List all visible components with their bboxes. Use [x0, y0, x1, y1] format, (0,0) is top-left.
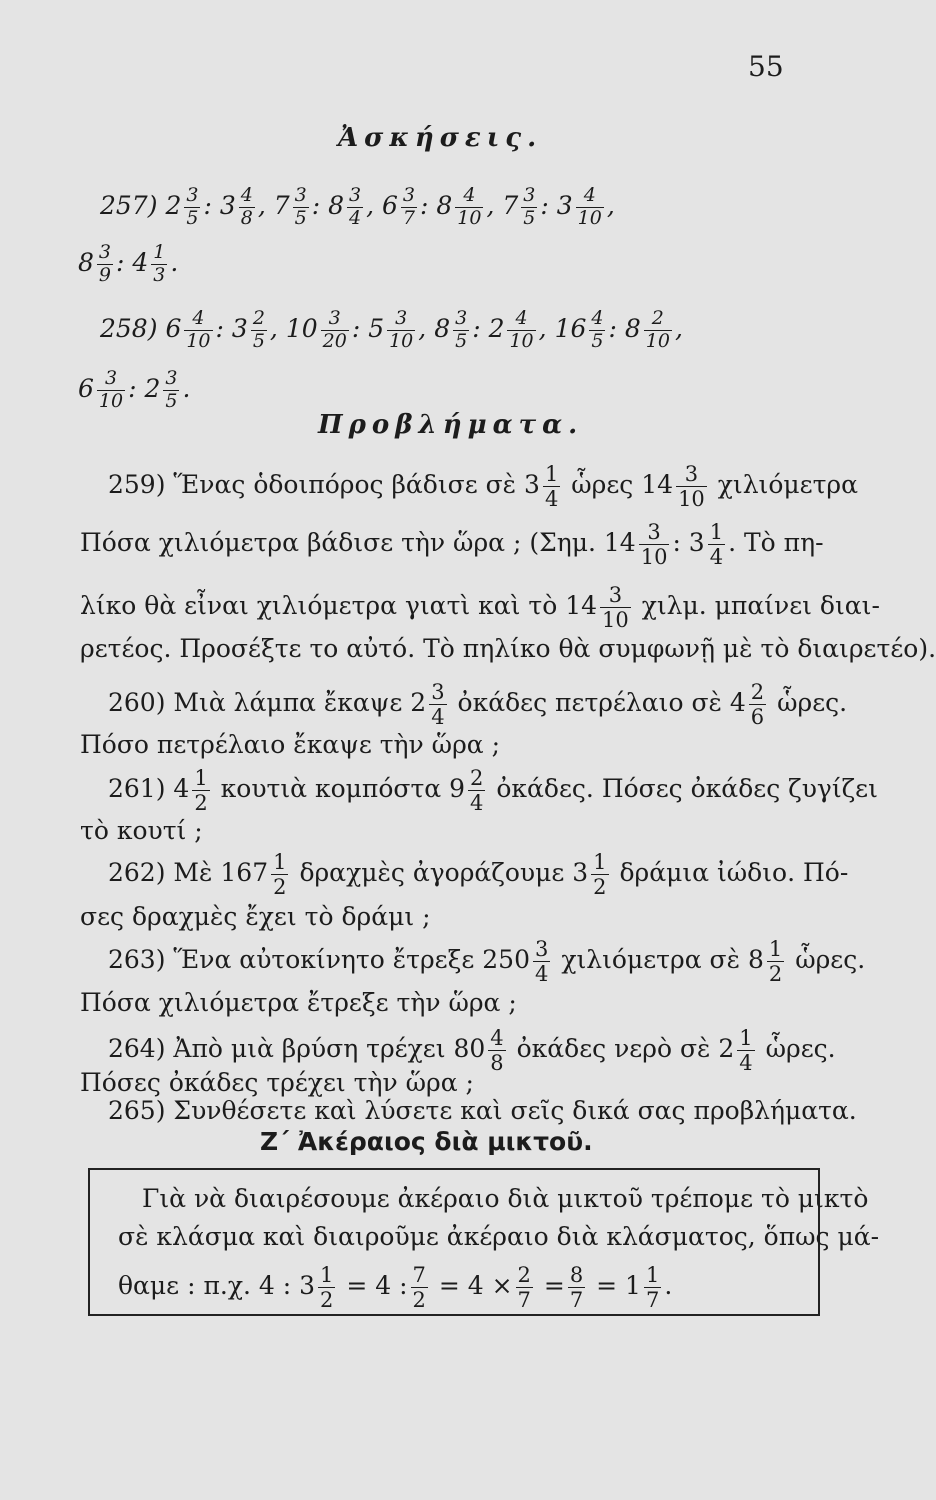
exercise-258-line-2 — [78, 368, 190, 413]
rule-line-3: θαμε : π.χ. 4 : 3 $\frac{1}{2}$ = 4 : $\frac{7}{2}$ = 4 × $\frac{2}{7}$ = $\frac{8}{7}$ = 1 $\frac{1}{7}$ . — [118, 1263, 673, 1313]
exercise-258-line-1 — [100, 308, 683, 353]
ex257-item-1: 2 $\frac{3}{5}$ : 3 $\frac{4}{8}$ , — [165, 184, 274, 229]
problem-261-line-2: τὸ κουτί ; — [80, 816, 203, 845]
exercise-257-label: 257) — [100, 190, 158, 220]
exercise-257-line-1 — [100, 185, 615, 230]
problem-261-line-1: 261) 4 $\frac{1}{2}$ κουτιὰ κομπόστα 9 $\frac{2}{4}$ ὀκάδες. Πόσες ὀκάδες ζυγίζει — [108, 766, 878, 816]
ex257-item-5: 8 $\frac{3}{9}$ : 4 $\frac{1}{3}$ . — [78, 241, 179, 286]
problem-265: 265) Συνθέσετε καὶ λύσετε καὶ σεῖς δικά σας προβλήματα. — [108, 1096, 857, 1125]
problem-259-line-1: 259) Ἕνας ὁδοιπόρος βάδισε σὲ 3 $\frac{1}{4}$ ὧρες 14 $\frac{3}{10}$ χιλιόμετρα — [108, 462, 859, 512]
exercise-257-line-2 — [78, 242, 178, 287]
rule-line-2: σὲ κλάσμα καὶ διαιροῦμε ἀκέραιο διὰ κλάσματος, ὅπως μά- — [118, 1222, 880, 1251]
problem-259-line-4: ρετέος. Προσέξτε το αὐτό. Τὸ πηλίκο θὰ συμφωνῇ μὲ τὸ διαιρετέο). — [80, 634, 936, 663]
problem-260-line-2: Πόσο πετρέλαιο ἔκαψε τὴν ὥρα ; — [80, 730, 501, 759]
problem-264-line-2: Πόσες ὀκάδες τρέχει τὴν ὥρα ; — [80, 1068, 474, 1097]
problem-262-line-1: 262) Μὲ 167 $\frac{1}{2}$ δραχμὲς ἀγοράζουμε 3 $\frac{1}{2}$ δράμια ἰώδιο. Πό- — [108, 850, 849, 900]
problem-262-line-2: σες δραχμὲς ἔχει τὸ δράμι ; — [80, 902, 431, 931]
page-number: 55 — [748, 50, 784, 83]
exercise-258-label: 258) — [100, 313, 158, 343]
section-title: Ζ΄ Ἀκέραιος διὰ μικτοῦ. — [260, 1127, 593, 1156]
ex257-item-4: 7 $\frac{3}{5}$ : 3 $\frac{4}{10}$ , — [502, 184, 615, 229]
ex258-item-2: 10 $\frac{3}{20}$ : 5 $\frac{3}{10}$ , — [285, 307, 435, 352]
problem-263-line-2: Πόσα χιλιόμετρα ἔτρεξε τὴν ὥρα ; — [80, 988, 517, 1017]
ex258-item-1: 6 $\frac{4}{10}$ : 3 $\frac{2}{5}$ , — [165, 307, 286, 352]
rule-line-1: Γιὰ νὰ διαιρέσουμε ἀκέραιο διὰ μικτοῦ τρέπομε τὸ μικτὸ — [142, 1184, 869, 1213]
ex258-item-5: 6 $\frac{3}{10}$ : 2 $\frac{3}{5}$ . — [78, 367, 191, 412]
problem-259-line-2: Πόσα χιλιόμετρα βάδισε τὴν ὥρα ; (Σημ. 14 $\frac{3}{10}$ : 3 $\frac{1}{4}$ . Τὸ πη- — [80, 520, 824, 570]
problem-260-line-1: 260) Μιὰ λάμπα ἔκαψε 2 $\frac{3}{4}$ ὀκάδες πετρέλαιο σὲ 4 $\frac{2}{6}$ ὧρες. — [108, 680, 848, 730]
rule-box — [88, 1168, 880, 1316]
ex257-item-3: 6 $\frac{3}{7}$ : 8 $\frac{4}{10}$ , — [382, 184, 503, 229]
problem-263-line-1: 263) Ἕνα αὐτοκίνητο ἔτρεξε 250 $\frac{3}{4}$ χιλιόμετρα σὲ 8 $\frac{1}{2}$ ὧρες. — [108, 937, 866, 987]
ex257-item-2: 7 $\frac{3}{5}$ : 8 $\frac{3}{4}$ , — [273, 184, 382, 229]
problem-259-line-3: λίκο θὰ εἶναι χιλιόμετρα γιατὶ καὶ τὸ 14 $\frac{3}{10}$ χιλμ. μπαίνει διαι- — [80, 583, 880, 633]
ex258-item-4: 16 $\frac{4}{5}$ : 8 $\frac{2}{10}$ , — [554, 307, 683, 352]
problems-heading: Προβλήματα. — [318, 410, 584, 440]
exercises-heading: Ἀσκήσεις. — [338, 123, 543, 153]
problem-264-line-1: 264) Ἀπὸ μιὰ βρύση τρέχει 80 $\frac{4}{8}$ ὀκάδες νερὸ σὲ 2 $\frac{1}{4}$ ὧρες. — [108, 1026, 836, 1076]
ex258-item-3: 8 $\frac{3}{5}$ : 2 $\frac{4}{10}$ , — [434, 307, 555, 352]
